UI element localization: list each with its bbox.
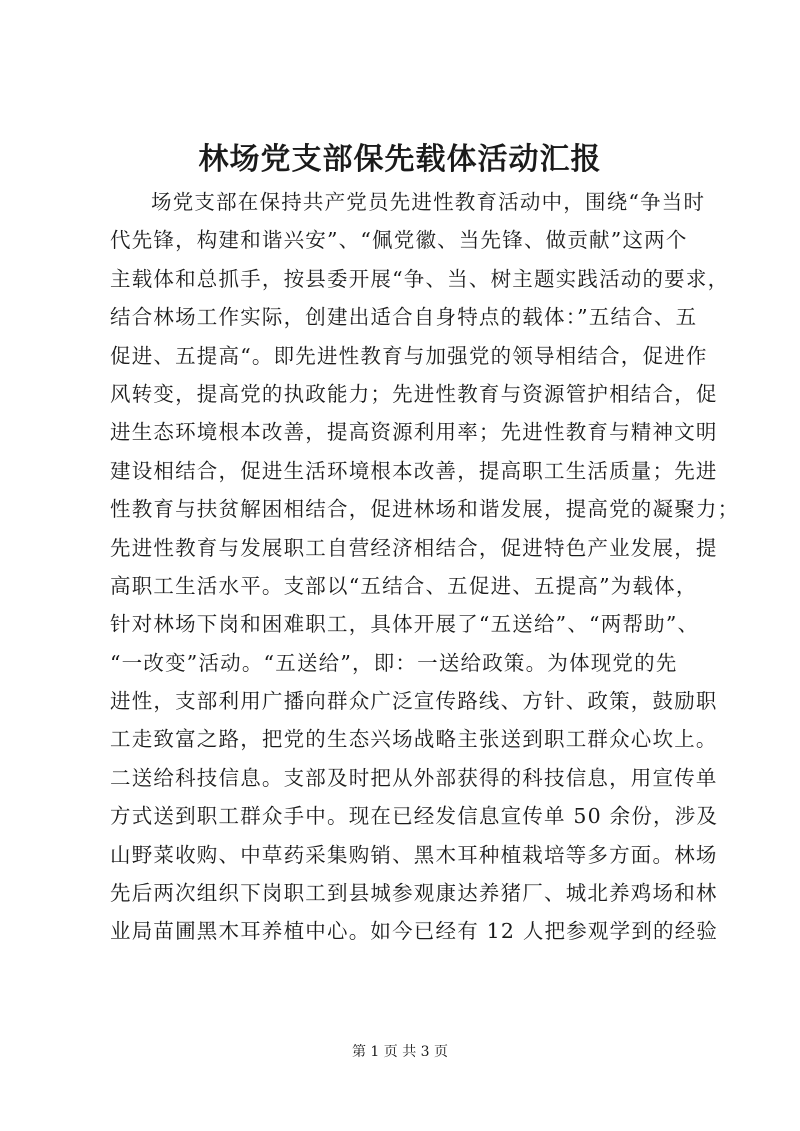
document-body [110,183,740,951]
body-line: 工走致富之路，把党的生态兴场战略主张送到职工群众心坎上。 [110,727,718,752]
body-line: 业局苗圃黑木耳养植中心。如今已经有 12 人把参观学到的经验 [110,919,719,944]
body-line: 场党支部在保持共产党员先进性教育活动中，围绕“争当时 [151,190,706,214]
body-line: 主载体和总抓手，按县委开展“争、当、树主题实践活动的要求， [110,266,730,291]
body-line: 结合林场工作实际，创建出适合自身特点的载体：”五结合、五 [110,305,698,330]
body-line: 进性，支部利用广播向群众广泛宣传路线、方针、政策，鼓励职 [110,689,718,714]
body-line: 风转变，提高党的执政能力；先进性教育与资源管护相结合，促 [110,381,718,406]
body-line: 性教育与扶贫解困相结合，促进林场和谐发展，提高党的凝聚力； [110,497,740,522]
body-line: “一改变”活动。“五送给”，即：一送给政策。为体现党的先 [110,650,678,675]
body-line: 方式送到职工群众手中。现在已经发信息宣传单 50 余份，涉及 [110,804,719,829]
body-line: 先进性教育与发展职工自营经济相结合，促进特色产业发展，提 [110,535,718,560]
body-line: 山野菜收购、中草药采集购销、黑木耳种植栽培等多方面。林场 [110,842,718,867]
page-number-footer: 第 1 页 共 3 页 [351,1044,449,1060]
body-line: 建设相结合，促进生活环境根本改善，提高职工生活质量；先进 [110,458,718,483]
body-line: 先后两次组织下岗职工到县城参观康达养猪厂、城北养鸡场和林 [110,881,718,906]
document-title: 林场党支部保先载体活动汇报 [198,142,602,177]
body-line: 高职工生活水平。支部以“五结合、五促进、五提高”为载体， [110,573,698,598]
body-line: 代先锋，构建和谐兴安”、“佩党徽、当先锋、做贡献”这两个 [110,228,688,253]
body-line: 促进、五提高“。即先进性教育与加强党的领导相结合，促进作 [110,343,708,368]
body-line: 针对林场下岗和困难职工，具体开展了“五送给”、“两帮助”、 [110,612,700,637]
body-line: 二送给科技信息。支部及时把从外部获得的科技信息，用宣传单 [110,765,718,790]
body-line: 进生态环境根本改善，提高资源利用率；先进性教育与精神文明 [110,420,718,445]
